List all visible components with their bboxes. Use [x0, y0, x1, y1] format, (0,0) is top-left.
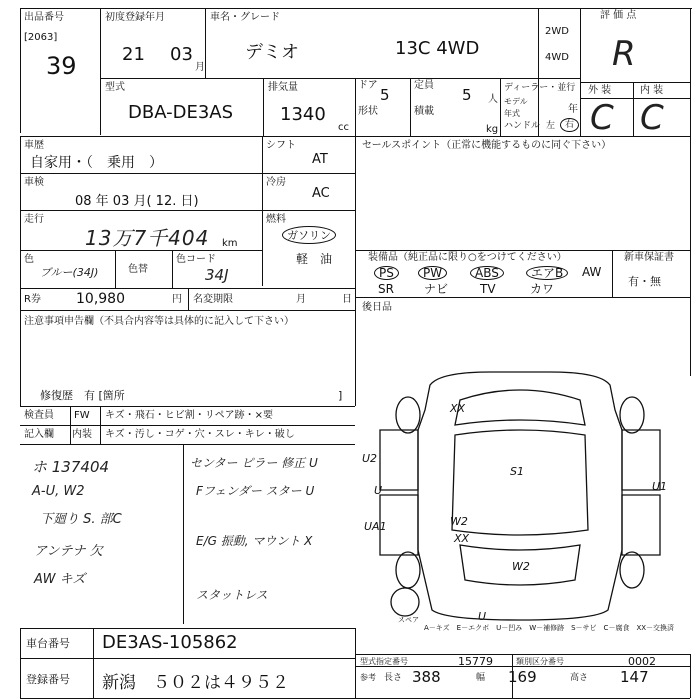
- frame-left: [20, 136, 21, 406]
- divider: [20, 698, 355, 699]
- recycle-value: 10,980: [76, 291, 125, 307]
- sales-point-label: セールスポイント（正常に機能するものに同ぐ下さい）: [362, 140, 612, 151]
- plate-label: 登録番号: [26, 673, 70, 686]
- nameplate-label: 名変期限: [193, 294, 233, 305]
- cc-unit: cc: [338, 122, 349, 133]
- day-label: 日: [342, 294, 352, 305]
- interior-legend: キズ・汚し・コゲ・穴・スレ・キレ・破し: [105, 429, 295, 440]
- note-right: E/G 振動, マウント X: [196, 534, 313, 548]
- first-reg-label: 初度登録年月: [105, 12, 165, 23]
- load-label: 積載: [414, 106, 434, 117]
- handle-right: 右: [560, 118, 579, 132]
- fw-label: FW: [74, 410, 90, 421]
- color-code-label: 色コード: [176, 254, 216, 265]
- divider: [205, 8, 206, 78]
- height-value: 147: [620, 668, 649, 686]
- equip-pw: PW: [418, 266, 447, 280]
- note-right: スタットレス: [196, 588, 268, 602]
- divider: [355, 136, 356, 406]
- divider: [70, 406, 71, 444]
- equipment-label: 装備品（純正品に限り○をつけてください）: [368, 252, 567, 263]
- new-warranty-label: 新車保証書: [624, 252, 674, 263]
- class-value: 0002: [628, 655, 656, 668]
- note-left: AW キズ: [34, 572, 86, 587]
- person-unit: 人: [488, 94, 498, 105]
- note-left: アンテナ 欠: [34, 544, 103, 559]
- model-label: 型式: [105, 82, 125, 93]
- fuel-gas: ガソリン: [282, 226, 336, 244]
- history-value: 自家用・（ 乗用 ）: [30, 155, 163, 171]
- handle-left: 左: [546, 121, 556, 131]
- km-unit: km: [222, 238, 238, 249]
- equip-navi: ナビ: [424, 282, 449, 296]
- drive-4wd: 4WD: [545, 52, 569, 63]
- frame-left-top: [20, 8, 21, 133]
- car-diagram: [360, 370, 690, 625]
- divider: [355, 250, 690, 251]
- divider: [115, 250, 116, 288]
- first-reg-month: 03: [170, 44, 193, 65]
- divider: [355, 628, 356, 698]
- frame-top: [20, 8, 692, 9]
- length-label: 長さ: [384, 673, 403, 683]
- capacity-label: 定員: [414, 80, 434, 91]
- chassis-label: 車台番号: [26, 637, 70, 650]
- later-label: 後日品: [362, 302, 392, 313]
- damage-mark: XX: [454, 532, 470, 545]
- divider: [100, 78, 580, 79]
- width-label: 幅: [476, 673, 486, 683]
- divider: [355, 78, 356, 136]
- capacity-value: 5: [462, 86, 472, 104]
- model-cert-value: 15779: [458, 655, 493, 668]
- model-year-label: モデル年式: [504, 97, 528, 118]
- first-reg-year: 21: [122, 44, 145, 65]
- inspector-label: 検査員: [24, 410, 54, 421]
- mileage-value: 13万7千404: [85, 226, 210, 250]
- dealer-label: ディーラー・並行: [504, 83, 576, 93]
- divider: [20, 444, 355, 445]
- recycle-label: R券: [24, 294, 41, 305]
- note-left: A-U, W2: [32, 484, 85, 499]
- damage-mark: U1: [652, 480, 668, 493]
- ac-label: 冷房: [266, 177, 286, 188]
- mileage-label: 走行: [24, 214, 44, 225]
- ref-label: 参考: [360, 673, 376, 682]
- displacement-label: 排気量: [268, 82, 298, 93]
- handle-label: ハンドル: [504, 121, 541, 131]
- model-cert-label: 型式指定番号: [360, 657, 408, 666]
- warranty-value: 有・無: [628, 275, 661, 288]
- exterior-score: C: [590, 98, 614, 138]
- height-label: 高さ: [570, 673, 589, 683]
- fuel-light-oil: 軽 油: [296, 252, 333, 266]
- note-right: センター ピラー 修正 U: [190, 456, 318, 470]
- divider: [20, 310, 355, 311]
- drive-2wd: 2WD: [545, 26, 569, 37]
- name-label: 車名・グレード: [210, 12, 280, 23]
- damage-mark: U2: [362, 452, 378, 465]
- color-change-label: 色替: [128, 264, 148, 275]
- interior-label: 内 装: [640, 85, 664, 96]
- inspection-label: 車検: [24, 177, 44, 188]
- entry-label: 記入欄: [24, 429, 54, 440]
- shift-value: AT: [312, 152, 328, 167]
- damage-mark: UA1: [364, 520, 387, 533]
- fw-legend: キズ・飛石・ヒビ割・リペア跡・×要: [105, 410, 273, 421]
- divider: [93, 628, 94, 698]
- exterior-label: 外 装: [588, 85, 612, 96]
- yen-unit: 円: [172, 294, 182, 305]
- grade: 13C 4WD: [395, 38, 480, 59]
- divider: [580, 82, 690, 83]
- divider: [262, 136, 263, 286]
- interior-short: 内装: [72, 429, 92, 440]
- note-left: ホ 137404: [32, 458, 110, 476]
- kg-unit: kg: [486, 124, 499, 135]
- divider: [188, 288, 189, 310]
- lot-label: 出品番号: [24, 12, 64, 23]
- lot-sub: [2063]: [24, 32, 58, 43]
- damage-mark: U: [374, 484, 383, 497]
- divider: [633, 82, 634, 136]
- divider: [20, 628, 21, 698]
- divider: [183, 444, 184, 624]
- lot-number: 39: [46, 52, 77, 80]
- month-unit: 月: [195, 62, 205, 73]
- frame-right: [690, 136, 691, 376]
- equip-ps: PS: [374, 266, 399, 280]
- equip-abs: ABS: [470, 266, 504, 280]
- length-value: 388: [412, 668, 441, 686]
- month-label: 月: [296, 294, 306, 305]
- repair-close: ]: [338, 389, 343, 402]
- divider: [580, 8, 581, 136]
- equip-tv: TV: [480, 282, 496, 296]
- score-label: 評 価 点: [600, 10, 637, 21]
- ac-value: AC: [312, 186, 330, 201]
- divider: [612, 250, 613, 297]
- score-value: R: [612, 34, 636, 74]
- notes-label: 注意事項申告欄（不具合内容等は具体的に記入して下さい）: [24, 316, 294, 327]
- divider: [355, 297, 690, 298]
- divider: [410, 78, 411, 136]
- divider: [500, 78, 501, 136]
- model-value: DBA-DE3AS: [128, 102, 234, 123]
- shift-label: シフト: [266, 140, 296, 151]
- equip-aw: AW: [582, 265, 602, 279]
- damage-mark: W2: [450, 515, 468, 528]
- year-unit: 年: [568, 104, 578, 115]
- divider: [263, 78, 264, 136]
- equip-airbag: エアB: [526, 266, 568, 280]
- divider: [100, 8, 101, 135]
- damage-mark: W2: [512, 560, 530, 573]
- damage-mark: XX: [450, 402, 466, 415]
- damage-mark: S1: [510, 465, 524, 478]
- interior-score: C: [640, 98, 664, 138]
- shape-label: 形状: [358, 106, 378, 117]
- color-code-value: 34J: [205, 266, 229, 284]
- chassis-value: DE3AS-105862: [102, 632, 238, 653]
- history-label: 車歴: [24, 140, 44, 151]
- inspection-value: 08 年 03 月( 12. 日): [75, 194, 199, 209]
- width-value: 169: [508, 668, 537, 686]
- repair-label: 修復歴 有 [箇所: [40, 389, 125, 402]
- divider: [20, 210, 355, 211]
- note-right: Fフェンダー スター U: [196, 484, 315, 498]
- divider: [355, 698, 690, 699]
- note-left: 下廻り S. 部C: [40, 512, 122, 527]
- frame-right-top: [690, 8, 691, 136]
- divider: [20, 628, 355, 629]
- diagram-legend: A－キズ E－エクボ U－凹み W－補修跡 S－サビ C－腐食 XX－交換済: [424, 624, 675, 632]
- divider: [20, 658, 355, 659]
- damage-mark: U: [478, 610, 487, 623]
- plate-value: 新潟 ５０２は４９５２: [102, 673, 289, 693]
- divider: [538, 8, 539, 136]
- color-label: 色: [24, 254, 34, 265]
- divider: [20, 173, 355, 174]
- fuel-label: 燃料: [266, 214, 286, 225]
- color-value: ブルー(34J): [40, 266, 99, 279]
- car-name: デミオ: [245, 42, 299, 63]
- divider: [172, 250, 173, 288]
- door-value: 5: [380, 86, 390, 104]
- divider: [690, 654, 691, 698]
- class-label: 類別区分番号: [516, 657, 564, 666]
- spare-label: スペア: [398, 616, 419, 624]
- divider: [100, 406, 101, 444]
- equip-leather: カワ: [530, 282, 555, 296]
- equip-sr: SR: [378, 282, 394, 296]
- displacement-value: 1340: [280, 104, 326, 125]
- door-label: ドア: [358, 80, 378, 91]
